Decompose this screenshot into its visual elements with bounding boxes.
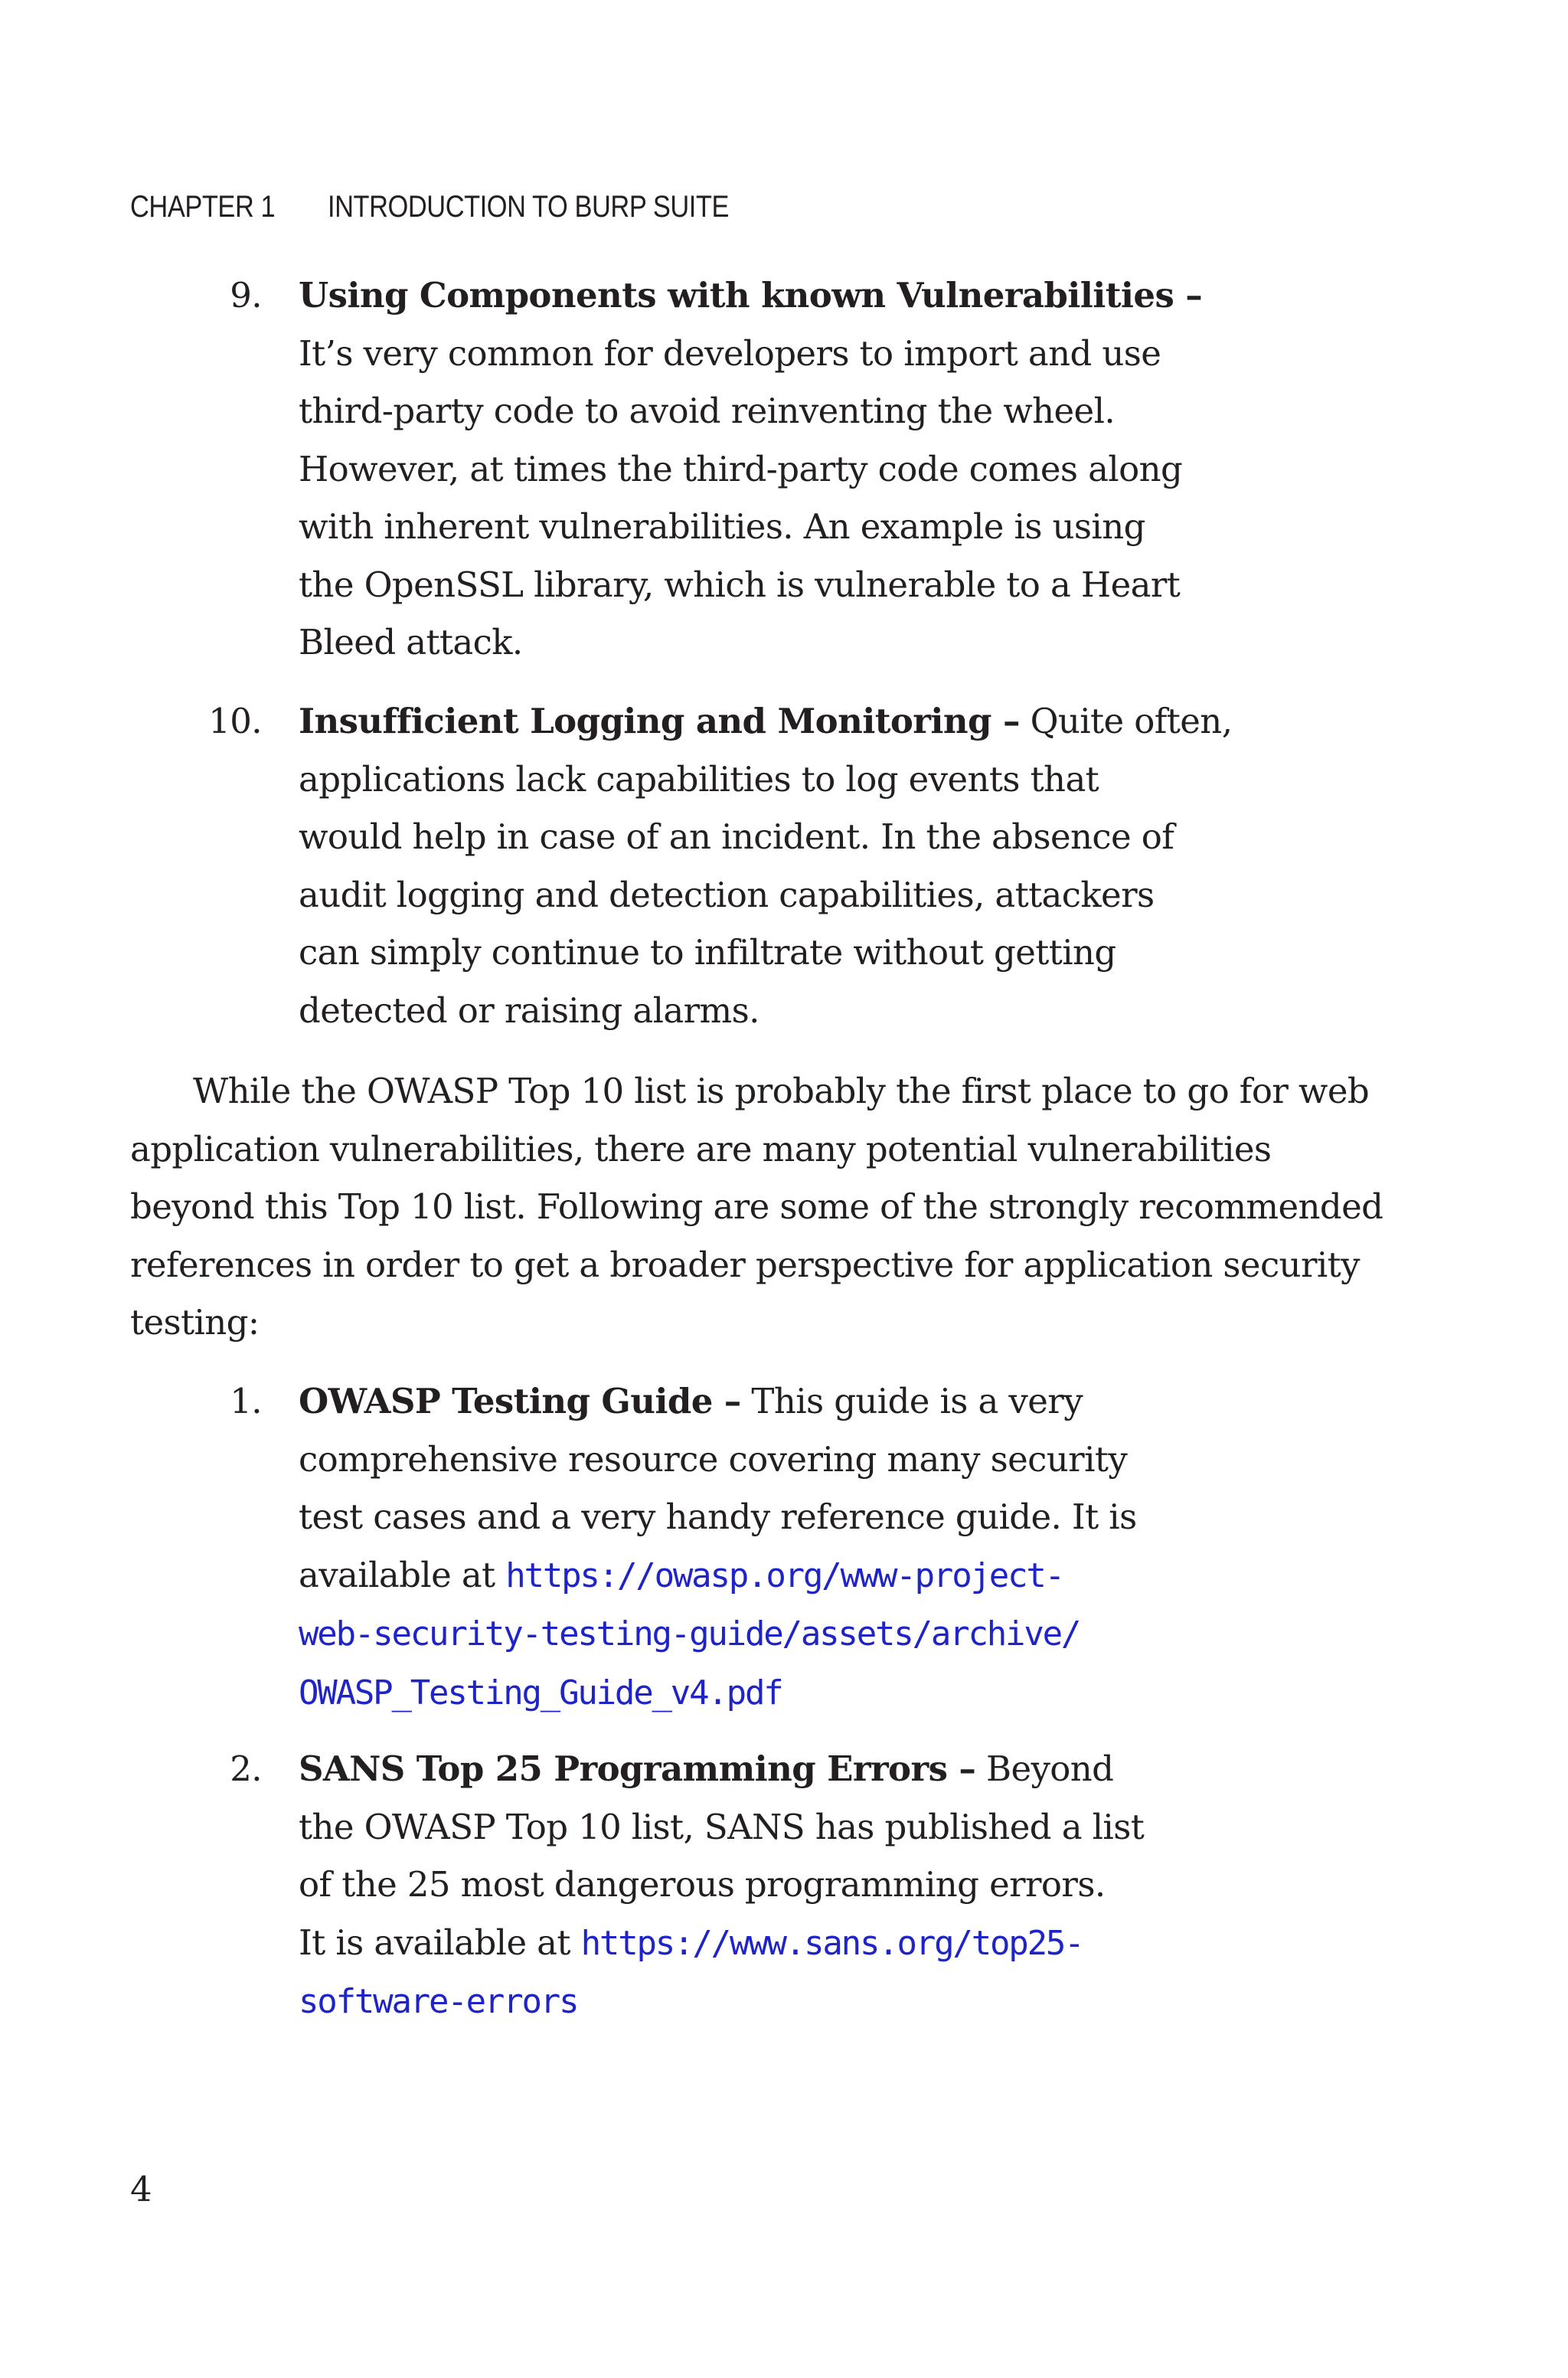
list-item-text: available at <box>299 1554 506 1595</box>
list-item-text: with inherent vulnerabilities. An example is using <box>299 506 1145 547</box>
list-item-text: of the 25 most dangerous programming errors. <box>299 1864 1106 1905</box>
list-item-text: Bleed attack. <box>299 622 523 662</box>
list-item <box>230 1372 1202 1722</box>
list-item-text: test cases and a very handy reference guide. It is <box>299 1496 1137 1537</box>
list-item-text: would help in case of an incident. In the absence of <box>299 816 1174 857</box>
list-item-number: 2. <box>230 1748 262 1789</box>
list-item-text: Quite often, <box>1019 701 1233 741</box>
body-paragraph <box>130 1062 1447 1352</box>
list-item-number: 9. <box>230 275 262 316</box>
paragraph-line: While the OWASP Top 10 list is probably the first place to go for web <box>193 1071 1370 1111</box>
list-item-text: the OpenSSL library, which is vulnerable to a Heart <box>299 564 1181 605</box>
list-item-text: audit logging and detection capabilities, attackers <box>299 874 1155 915</box>
sans-top25-link[interactable]: https://www.sans.org/top25- <box>580 1923 1083 1963</box>
list-item <box>208 692 1233 1039</box>
paragraph-line: application vulnerabilities, there are many potential vulnerabilities <box>130 1128 1272 1169</box>
owasp-guide-link[interactable]: web-security-testing-guide/assets/archive/ <box>299 1614 1080 1653</box>
list-item-term: Insufficient Logging and Monitoring – <box>299 701 1020 741</box>
paragraph-line: testing: <box>130 1302 260 1343</box>
sans-top25-link[interactable]: software-errors <box>299 1982 578 2021</box>
list-item <box>230 1740 1202 2031</box>
list-item-text: applications lack capabilities to log events that <box>299 758 1099 800</box>
chapter-title: INTRODUCTION TO BURP SUITE <box>328 190 729 224</box>
chapter-label: CHAPTER 1 <box>130 190 276 224</box>
list-item-text: the OWASP Top 10 list, SANS has published a list <box>299 1806 1145 1847</box>
list-item-term: Using Components with known Vulnerabilities – <box>299 275 1203 316</box>
list-item-text: detected or raising alarms. <box>299 989 760 1031</box>
list-item-term: OWASP Testing Guide – <box>299 1381 741 1421</box>
owasp-guide-link[interactable]: https://owasp.org/www-project- <box>505 1555 1063 1595</box>
list-item-text: It is available at <box>299 1922 581 1963</box>
list-item <box>230 267 1203 672</box>
list-item-number: 1. <box>230 1381 262 1421</box>
list-item-number: 10. <box>208 701 262 741</box>
list-item-text: This guide is a very <box>740 1381 1083 1421</box>
page-number: 4 <box>130 2169 152 2210</box>
running-header <box>130 188 729 225</box>
list-item-text: It’s very common for developers to import and use <box>299 332 1161 374</box>
paragraph-line: beyond this Top 10 list. Following are some of the strongly recommended <box>130 1186 1383 1227</box>
owasp-guide-link[interactable]: OWASP_Testing_Guide_v4.pdf <box>299 1673 782 1712</box>
list-item-text: can simply continue to infiltrate without getting <box>299 932 1116 973</box>
list-item-text: However, at times the third-party code comes along <box>299 448 1183 489</box>
list-item-term: SANS Top 25 Programming Errors – <box>299 1748 976 1789</box>
list-item-text: third-party code to avoid reinventing the wheel. <box>299 391 1116 431</box>
paragraph-line: references in order to get a broader perspective for application security <box>130 1244 1360 1285</box>
list-item-text: comprehensive resource covering many security <box>299 1438 1128 1480</box>
list-item-text: Beyond <box>975 1748 1114 1789</box>
